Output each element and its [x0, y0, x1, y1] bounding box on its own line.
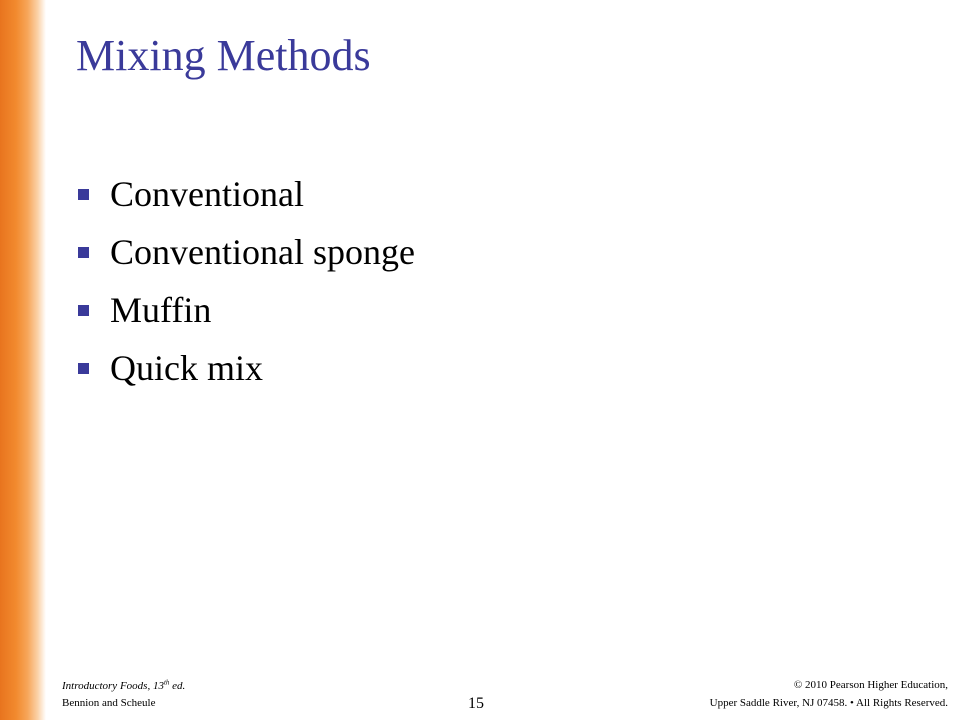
bullet-text: Muffin: [110, 290, 212, 330]
bullet-item: [78, 223, 415, 281]
square-bullet-icon: [78, 305, 89, 316]
square-bullet-icon: [78, 247, 89, 258]
footer-edition-suffix: ed.: [169, 680, 186, 692]
square-bullet-icon: [78, 189, 89, 200]
bullet-item: [78, 165, 415, 223]
slide-title: Mixing Methods: [76, 31, 371, 80]
footer-edition-superscript: th: [163, 678, 170, 687]
bullet-text: Conventional: [110, 174, 304, 214]
bullet-item: [78, 339, 415, 397]
square-bullet-icon: [78, 363, 89, 374]
footer-authors: Bennion and Scheule: [62, 697, 156, 709]
footer-book-title: Introductory Foods, 13: [62, 680, 164, 692]
bullet-list: [78, 165, 415, 397]
footer-book-title-line: [62, 678, 185, 695]
bullet-text: Conventional sponge: [110, 232, 415, 272]
footer-copyright: [710, 676, 948, 712]
footer-copyright-line-1: © 2010 Pearson Higher Education,: [793, 679, 948, 691]
bullet-text: Quick mix: [110, 348, 263, 388]
page-number: 15: [468, 695, 484, 712]
bullet-item: [78, 281, 415, 339]
footer-copyright-line-2: Upper Saddle River, NJ 07458. • All Rights Reserved.: [709, 697, 948, 709]
left-accent-bar: [0, 0, 46, 720]
footer-book-info: [62, 678, 185, 712]
